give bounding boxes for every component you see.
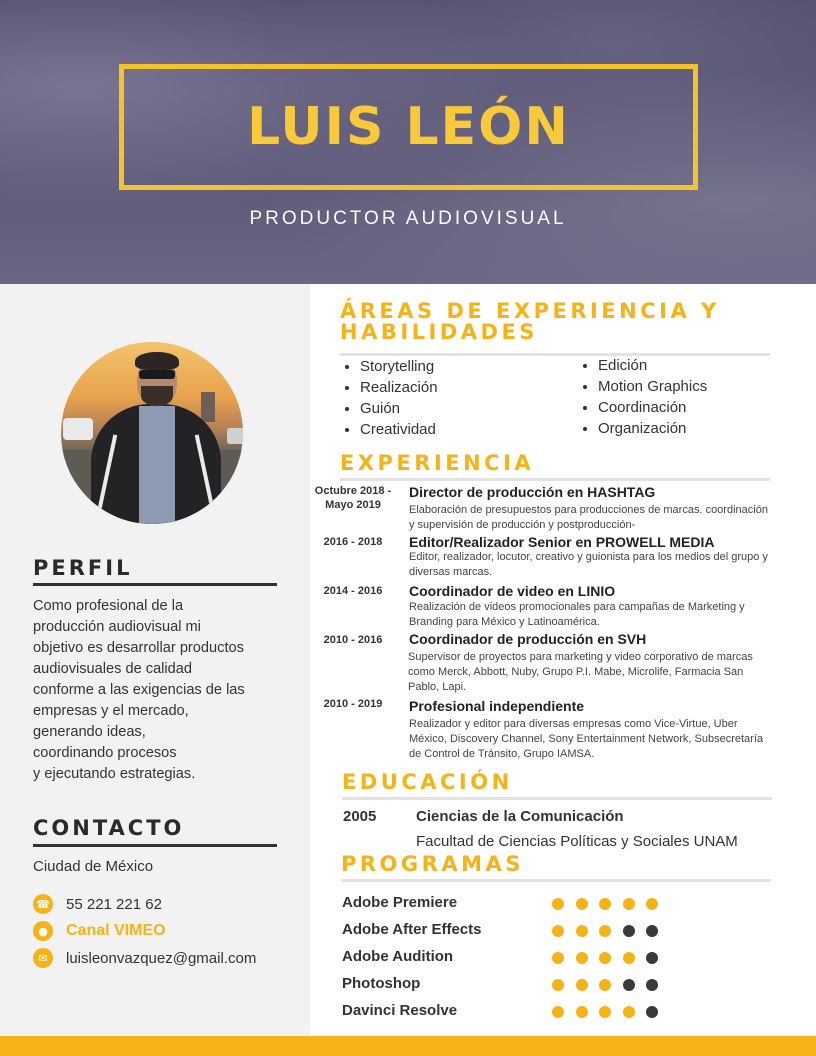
contact-vimeo-row[interactable]: [33, 921, 166, 941]
perfil-line: producción audiovisual mi: [33, 619, 201, 635]
experience-date: Octubre 2018 - Mayo 2019: [314, 485, 392, 511]
experiencia-divider: [340, 478, 770, 481]
list-item: • Motion Graphics: [598, 376, 707, 397]
rating-dot: [623, 925, 635, 937]
contacto-divider: [33, 844, 277, 847]
programas-heading: PROGRAMAS: [341, 852, 524, 876]
program-rating: [552, 1006, 670, 1018]
program-row: [342, 1002, 672, 1022]
rating-dot: [646, 925, 658, 937]
perfil-text: [33, 596, 283, 785]
educacion-heading: EDUCACIÓN: [342, 770, 513, 794]
vimeo-link[interactable]: Canal VIMEO: [66, 922, 166, 939]
left-column: [0, 284, 310, 1036]
perfil-line: generando ideas,: [33, 724, 146, 740]
skills-list-left: [340, 356, 438, 440]
list-item: • Coordinación: [598, 397, 707, 418]
rating-dot: [576, 952, 588, 964]
program-rating: [552, 979, 670, 991]
perfil-line: Como profesional de la: [33, 598, 184, 614]
program-name: Photoshop: [342, 975, 421, 992]
rating-dot: [552, 1006, 564, 1018]
perfil-line: conforme a las exigencias de las: [33, 682, 245, 698]
program-rating: [552, 898, 670, 910]
list-item: • Storytelling: [360, 356, 438, 377]
contact-email[interactable]: luisleonvazquez@gmail.com: [66, 949, 257, 967]
name-frame: [119, 64, 698, 190]
person-name: LUIS LEÓN: [247, 97, 570, 157]
experience-desc: Realizador y editor para diversas empresas como Vice-Virtue, Uber México, Discovery Channel, Sony Entertainment Network, Subsecretaría de Control de Tránsito, Grupo IAMSA.: [409, 718, 763, 760]
program-row: [342, 921, 672, 941]
areas-heading-line1: ÁREAS DE EXPERIENCIA Y: [340, 299, 720, 323]
program-row: [342, 975, 672, 995]
contact-phone-row[interactable]: [33, 894, 162, 914]
rating-dot: [576, 979, 588, 991]
experience-title: Director de producción en HASHTAG: [409, 484, 656, 500]
rating-dot: [599, 1006, 611, 1018]
rating-dot: [576, 925, 588, 937]
program-rating: [552, 952, 670, 964]
perfil-line: objetivo es desarrollar productos: [33, 640, 244, 656]
perfil-divider: [33, 583, 277, 586]
experience-date: 2014 - 2016: [323, 585, 383, 597]
experience-date: 2016 - 2018: [323, 536, 383, 548]
phone-icon: ☎: [33, 894, 53, 914]
globe-icon: ●: [33, 921, 53, 941]
experience-desc: Supervisor de proyectos para marketing y video corporativo de marcas como Merck, Abbott, Nuby, Grupo P.I. Mabe, Microlife, Farmacia San Pablo, Lapi.: [408, 651, 753, 693]
list-item: • Guión: [360, 398, 438, 419]
program-row: [342, 894, 672, 914]
rating-dot: [599, 979, 611, 991]
experience-date: 2010 - 2019: [323, 698, 383, 710]
perfil-heading: PERFIL: [33, 556, 133, 580]
experience-desc: Editor, realizador, locutor, creativo y guionista para los medios del grupo y diversas marcas.: [409, 551, 768, 578]
header-banner: [0, 0, 816, 284]
perfil-line: y ejecutando estrategias.: [33, 766, 196, 782]
list-item: • Creatividad: [360, 419, 438, 440]
contact-phone[interactable]: 55 221 221 62: [66, 895, 162, 913]
experiencia-heading: EXPERIENCIA: [340, 451, 535, 475]
experience-title: Editor/Realizador Senior en PROWELL MEDIA: [409, 534, 715, 550]
rating-dot: [646, 1006, 658, 1018]
areas-heading-line2: HABILIDADES: [340, 320, 538, 344]
contacto-heading: CONTACTO: [33, 816, 185, 840]
rating-dot: [552, 898, 564, 910]
rating-dot: [576, 898, 588, 910]
education-school: Facultad de Ciencias Políticas y Sociales UNAM: [416, 833, 738, 850]
perfil-line: audiovisuales de calidad: [33, 661, 193, 677]
experience-desc: Elaboración de presupuestos para producciones de marcas. coordinación y supervisión de producción y postproducción-: [409, 504, 768, 531]
rating-dot: [599, 925, 611, 937]
experience-title: Coordinador de producción en SVH: [409, 631, 647, 647]
rating-dot: [646, 952, 658, 964]
educacion-divider: [342, 797, 772, 800]
perfil-line: empresas y el mercado,: [33, 703, 189, 719]
avatar: [61, 342, 243, 524]
rating-dot: [576, 1006, 588, 1018]
footer-bar: [0, 1036, 816, 1056]
job-title: PRODUCTOR AUDIOVISUAL: [249, 208, 567, 229]
contact-email-row[interactable]: [33, 948, 256, 968]
mail-icon: ✉: [33, 948, 53, 968]
program-name: Adobe Audition: [342, 948, 454, 965]
education-year: 2005: [343, 808, 377, 825]
rating-dot: [552, 952, 564, 964]
rating-dot: [623, 1006, 635, 1018]
contact-city: Ciudad de México: [33, 858, 154, 875]
rating-dot: [552, 979, 564, 991]
rating-dot: [646, 898, 658, 910]
program-name: Adobe Premiere: [342, 894, 458, 911]
program-name: Adobe After Effects: [342, 921, 482, 938]
rating-dot: [623, 979, 635, 991]
program-row: [342, 948, 672, 968]
list-item: • Realización: [360, 377, 438, 398]
program-rating: [552, 925, 670, 937]
rating-dot: [552, 925, 564, 937]
rating-dot: [623, 898, 635, 910]
list-item: • Edición: [598, 355, 707, 376]
program-name: Davinci Resolve: [342, 1002, 458, 1019]
skills-list-right: [578, 355, 707, 439]
experience-title: Profesional independiente: [409, 698, 585, 714]
education-degree: Ciencias de la Comunicación: [416, 808, 624, 825]
experience-title: Coordinador de video en LINIO: [409, 583, 616, 599]
rating-dot: [623, 952, 635, 964]
rating-dot: [599, 952, 611, 964]
rating-dot: [599, 898, 611, 910]
programas-divider: [341, 879, 771, 882]
list-item: • Organización: [598, 418, 707, 439]
rating-dot: [646, 979, 658, 991]
experience-date: 2010 - 2016: [323, 634, 383, 646]
perfil-line: coordinando procesos: [33, 745, 177, 761]
experience-desc: Realización de videos promocionales para campañas de Marketing y Branding para México y Latinoamérica.: [409, 601, 745, 628]
